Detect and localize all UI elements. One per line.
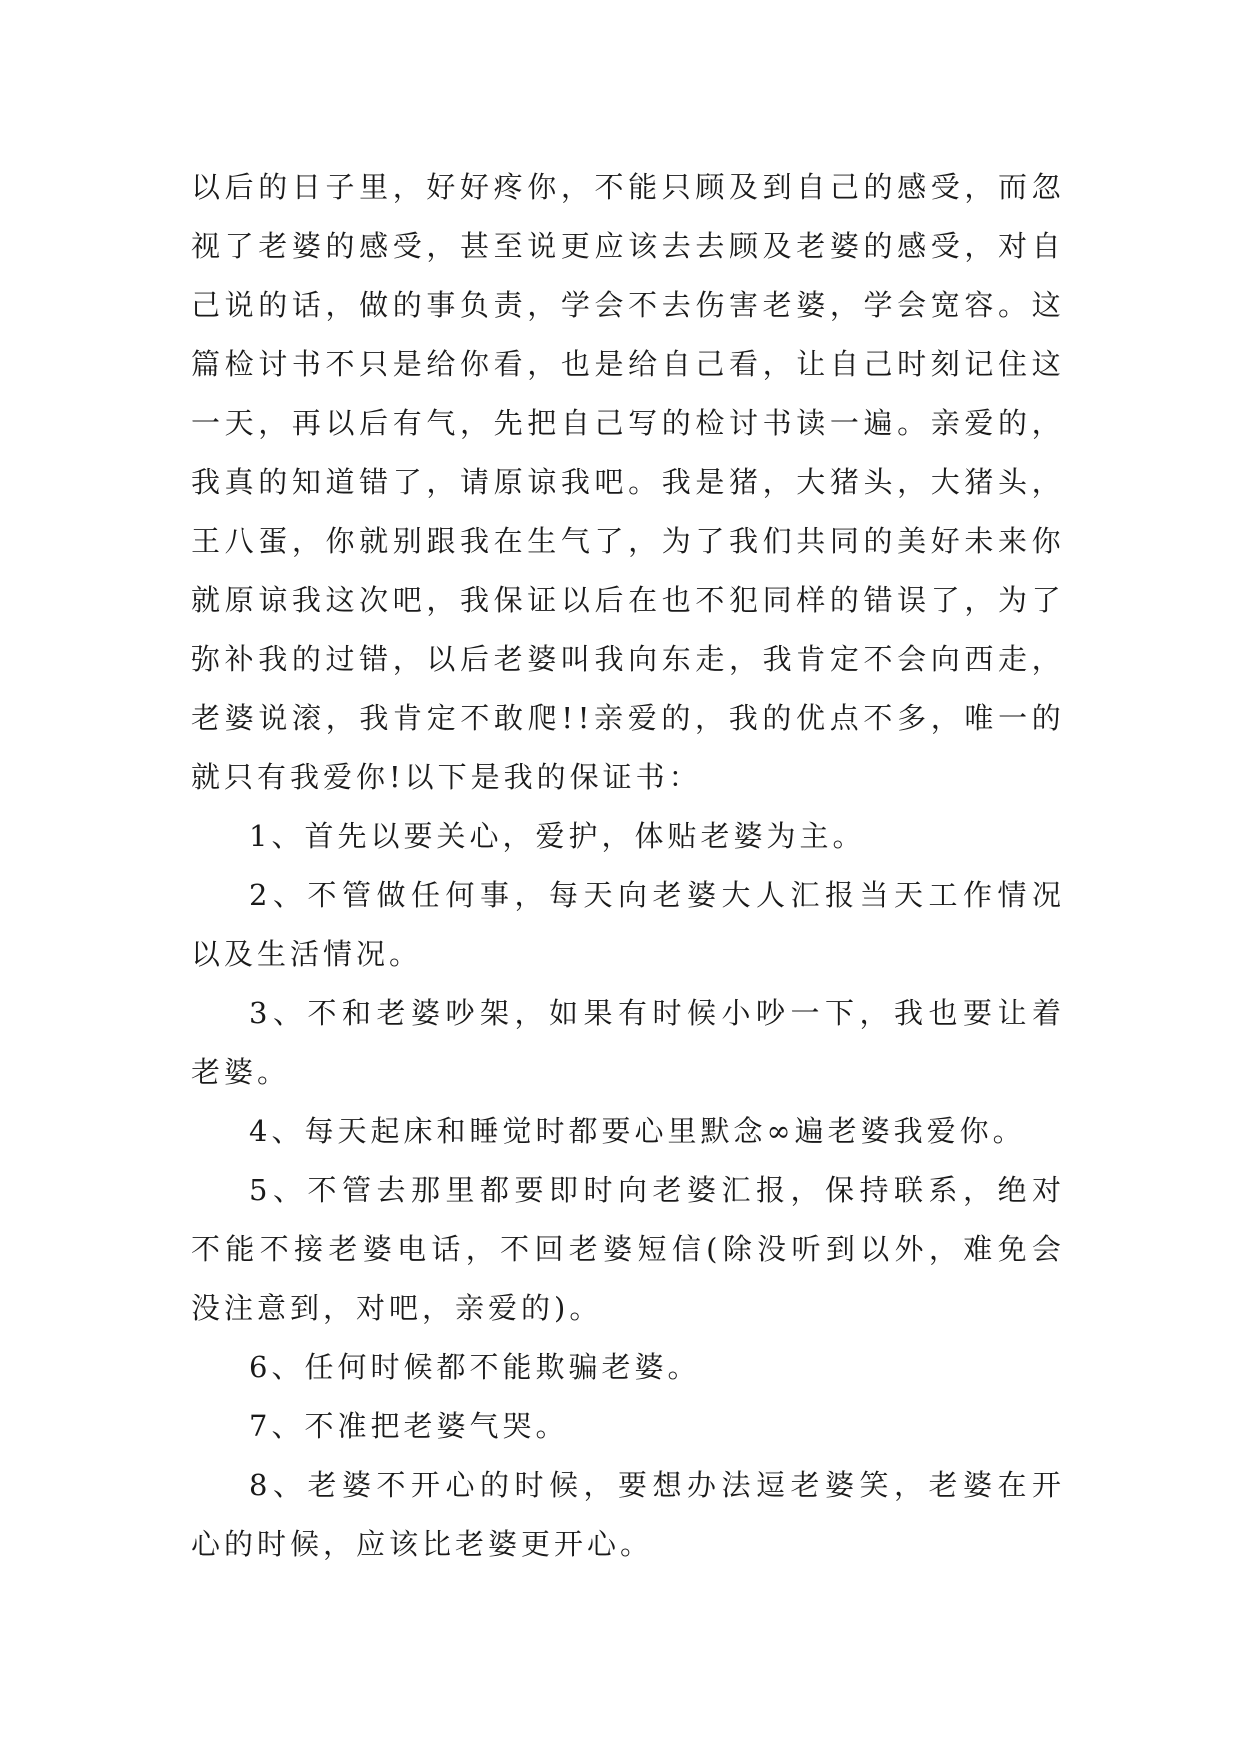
text-line: 4、每天起床和睡觉时都要心里默念∞遍老婆我爱你。 <box>249 1114 1026 1148</box>
text-line: 弥 补 我 的 过 错 ， 以 后 老 婆 叫 我 向 东 走 ， 我 肯 定 不 会 向 西 走 ， <box>191 642 1061 676</box>
text-line: 以及生活情况。 <box>191 937 423 971</box>
text-line: 就只有我爱你!以下是我的保证书： <box>191 760 702 794</box>
text-line: 老婆。 <box>191 1055 291 1089</box>
text-line: 心的时候，应该比老婆更开心。 <box>191 1527 654 1561</box>
text-line: 5 、 不 管 去 那 里 都 要 即 时 向 老 婆 汇 报 ， 保 持 联 系 ， 绝 对 <box>249 1173 1061 1207</box>
text-line: 以 后 的 日 子 里 ， 好 好 疼 你 ， 不 能 只 顾 及 到 自 己 的 感 受 ， 而 忽 <box>191 170 1061 204</box>
text-line: 我 真 的 知 道 错 了 ， 请 原 谅 我 吧 。 我 是 猪 ， 大 猪 头 ， 大 猪 头 ， <box>191 465 1061 499</box>
text-line: 老 婆 说 滚 ， 我 肯 定 不 敢 爬 ! ! 亲 爱 的 ， 我 的 优 点 不 多 ， 唯 一 的 <box>191 701 1061 735</box>
text-line: 不 能 不 接 老 婆 电 话 ， 不 回 老 婆 短 信 ( 除 没 听 到 以 外 ， 难 免 会 <box>191 1232 1061 1266</box>
text-line: 8 、 老 婆 不 开 心 的 时 候 ， 要 想 办 法 逗 老 婆 笑 ， 老 婆 在 开 <box>249 1468 1061 1502</box>
text-line: 视 了 老 婆 的 感 受 ， 甚 至 说 更 应 该 去 去 顾 及 老 婆 的 感 受 ， 对 自 <box>191 229 1061 263</box>
text-line: 一 天 ， 再 以 后 有 气 ， 先 把 自 己 写 的 检 讨 书 读 一 遍 。 亲 爱 的 ， <box>191 406 1061 440</box>
text-line: 7、不准把老婆气哭。 <box>249 1409 569 1443</box>
text-line: 2 、 不 管 做 任 何 事 ， 每 天 向 老 婆 大 人 汇 报 当 天 工 作 情 况 <box>249 878 1061 912</box>
text-line: 篇 检 讨 书 不 只 是 给 你 看 ， 也 是 给 自 己 看 ， 让 自 己 时 刻 记 住 这 <box>191 347 1061 381</box>
text-line: 1、首先以要关心，爱护，体贴老婆为主。 <box>249 819 866 853</box>
text-line: 己 说 的 话 ， 做 的 事 负 责 ， 学 会 不 去 伤 害 老 婆 ， 学 会 宽 容 。 这 <box>191 288 1061 322</box>
text-line: 6、任何时候都不能欺骗老婆。 <box>249 1350 701 1384</box>
text-line: 3 、 不 和 老 婆 吵 架 ， 如 果 有 时 候 小 吵 一 下 ， 我 也 要 让 着 <box>249 996 1061 1030</box>
text-line: 没注意到，对吧，亲爱的)。 <box>191 1291 603 1325</box>
text-line: 就 原 谅 我 这 次 吧 ， 我 保 证 以 后 在 也 不 犯 同 样 的 错 误 了 ， 为 了 <box>191 583 1061 617</box>
text-line: 王 八 蛋 ， 你 就 别 跟 我 在 生 气 了 ， 为 了 我 们 共 同 的 美 好 未 来 你 <box>191 524 1061 558</box>
document-body <box>191 158 1061 1574</box>
